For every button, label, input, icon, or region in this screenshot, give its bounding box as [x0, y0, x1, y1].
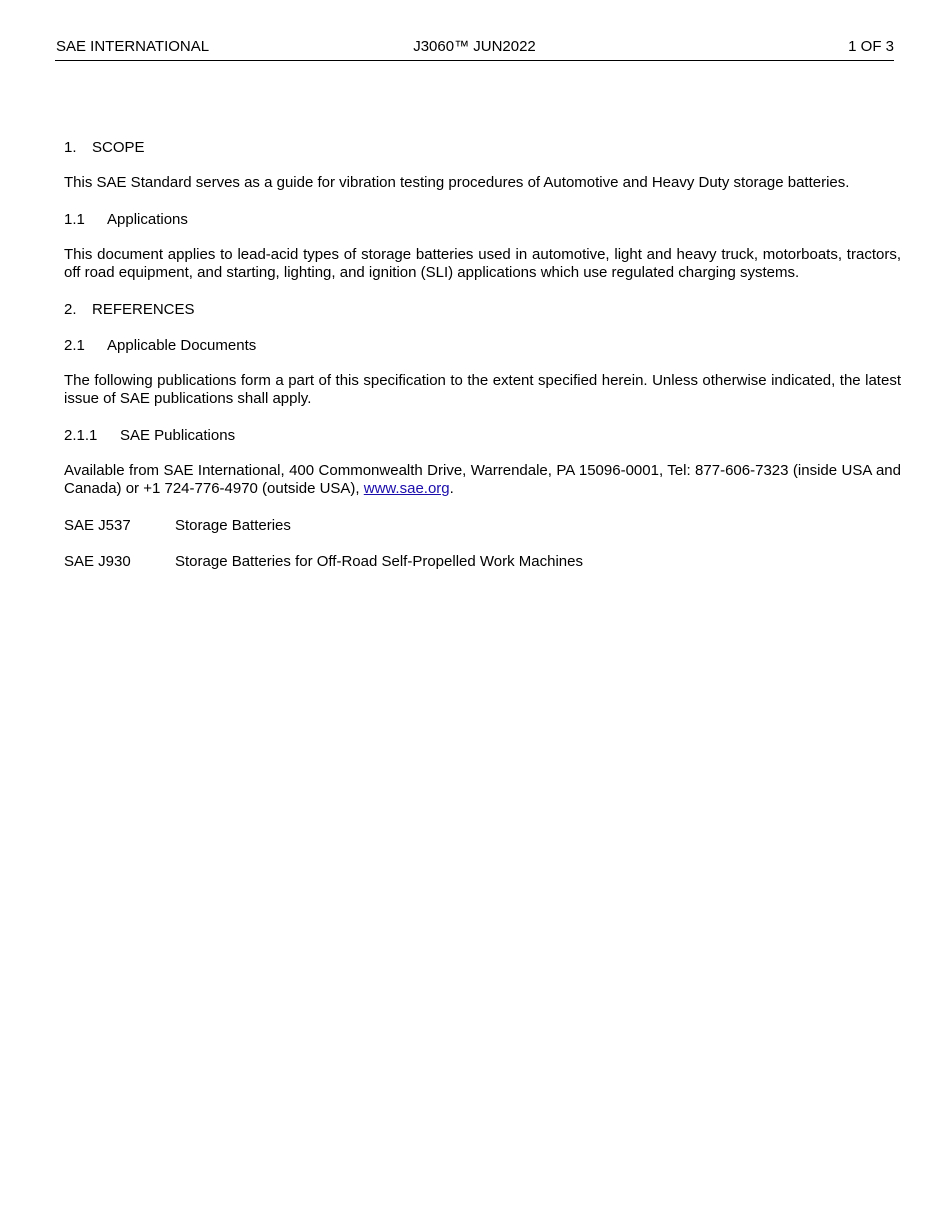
applicable-documents-paragraph: The following publications form a part of this specification to the extent specified herein. Unless otherwise indicated, the latest issue of SAE publications shall apply. [64, 372, 901, 407]
header-document-id: J3060™ JUN2022 [413, 38, 536, 55]
sae-website-link[interactable]: www.sae.org [363, 480, 450, 497]
section-heading-references [64, 300, 901, 320]
reference-title: Storage Batteries [175, 517, 291, 534]
reference-code: SAE J537 [64, 517, 131, 534]
reference-item [64, 552, 901, 572]
page-header [55, 38, 894, 61]
section-title: REFERENCES [92, 301, 195, 318]
section-number: 2.1.1 [64, 427, 98, 444]
reference-item [64, 516, 901, 536]
reference-title: Storage Batteries for Off-Road Self-Propelled Work Machines [175, 553, 583, 570]
section-number: 1.1 [64, 211, 85, 228]
section-heading-applications [64, 210, 901, 230]
section-number: 1. [64, 139, 77, 156]
scope-paragraph: This SAE Standard serves as a guide for vibration testing procedures of Automotive and Heavy Duty storage batteries. [64, 174, 850, 191]
section-heading-scope [64, 138, 901, 158]
sae-publications-text: Available from SAE International, 400 Commonwealth Drive, Warrendale, PA 15096-0001, Tel: 877-606-7323 (inside USA and Canada) or +1 724-776-4970 (outside USA), [64, 462, 901, 497]
header-organization: SAE INTERNATIONAL [56, 38, 210, 55]
section-heading-applicable-documents [64, 336, 901, 356]
applications-paragraph: This document applies to lead-acid types of storage batteries used in automotive, light and heavy truck, motorboats, tractors, off road equipment, and starting, lighting, and ignition (SLI) applications which use regulated charging systems. [64, 246, 901, 281]
section-title: Applications [107, 211, 188, 228]
header-page-number: 1 OF 3 [848, 38, 894, 55]
section-heading-sae-publications [64, 426, 901, 446]
section-number: 2. [64, 301, 77, 318]
section-number: 2.1 [64, 337, 85, 354]
section-title: Applicable Documents [107, 337, 257, 354]
reference-code: SAE J930 [64, 553, 131, 570]
sentence-end: . [449, 480, 454, 497]
document-body [64, 138, 901, 588]
sae-publications-paragraph [64, 462, 901, 498]
section-title: SCOPE [92, 139, 145, 156]
section-title: SAE Publications [120, 427, 236, 444]
